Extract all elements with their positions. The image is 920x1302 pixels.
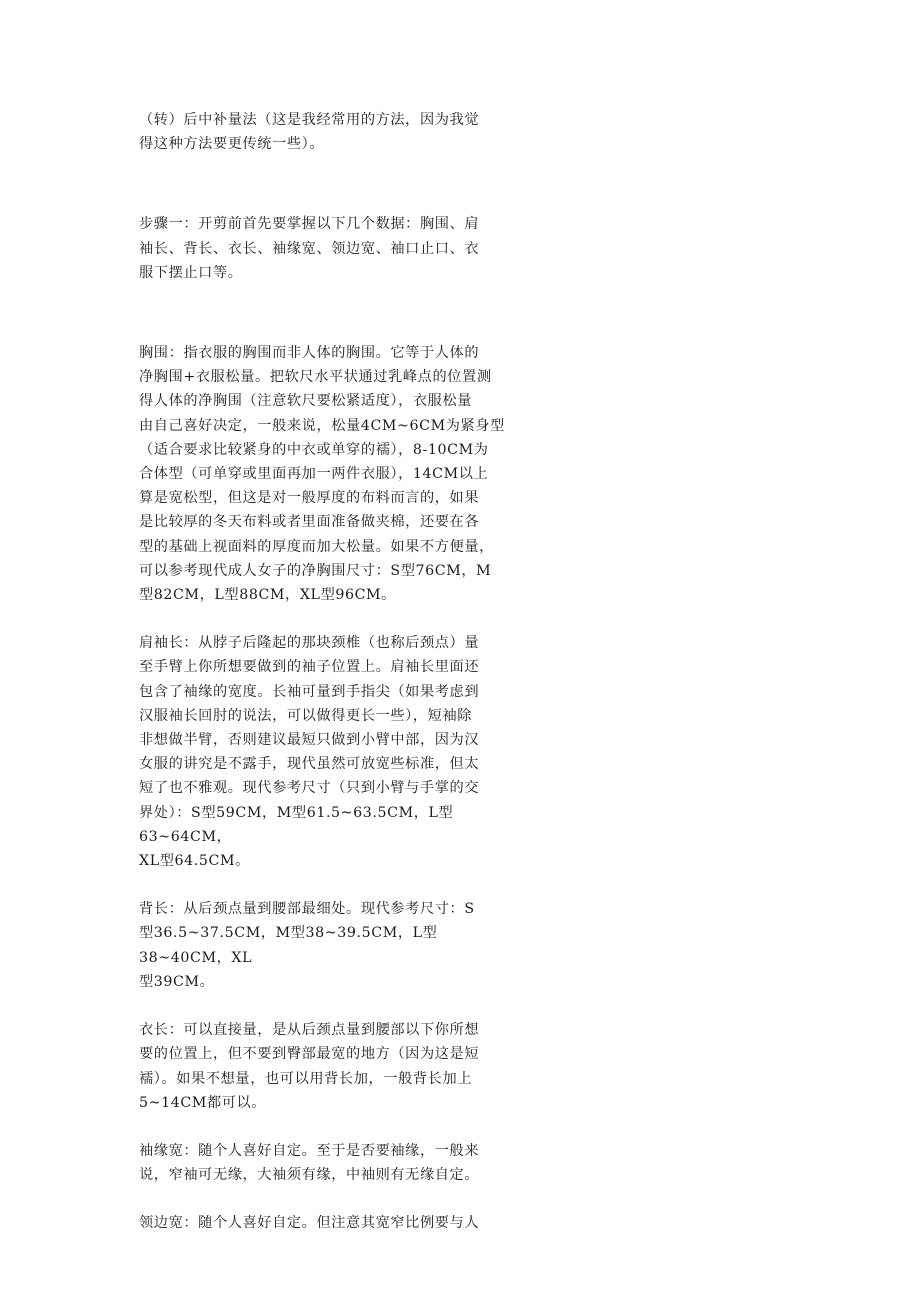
paragraph-intro: （转）后中补量法（这是我经常用的方法，因为我觉 得这种方法要更传统一些）。 bbox=[139, 112, 480, 153]
paragraph-gap bbox=[139, 607, 521, 631]
paragraph-gap bbox=[139, 873, 521, 897]
paragraph-step-one: 步骤一：开剪前首先要掌握以下几个数据：胸围、肩 袖长、背长、衣长、袖缘宽、领边宽、袖口止口、衣 服下摆止口等。 bbox=[139, 216, 480, 281]
paragraph-gap bbox=[139, 994, 521, 1018]
paragraph-sleeve-length: 肩袖长：从脖子后隆起的那块颈椎（也称后颈点）量 至手臂上你所想要做到的袖子位置上。肩袖长里面还 包含了袖缘的宽度。长袖可量到手指尖（如果考虑到 汉服袖长回肘的说法，可以做得更长一些），短袖除 非想做半臂，否则建议最短只做到小臂中部，因为汉 女服的讲究是不露手，现代虽然可放宽些标准，但太 短了也不雅观。现代参考尺寸（只到小臂与手掌的交 界处）：S型59CM，M型61.5~63.5CM，L型63~64CM， XL型64.5CM。 bbox=[139, 635, 480, 870]
paragraph-collar-width: 领边宽：随个人喜好自定。但注意其宽窄比例要与人 bbox=[139, 1215, 480, 1232]
paragraph-back-length: 背长：从后颈点量到腰部最细处。现代参考尺寸：S 型36.5~37.5CM，M型38~39.5CM，L型38~40CM，XL 型39CM。 bbox=[139, 901, 475, 990]
paragraph-gap bbox=[139, 1187, 521, 1211]
text-column bbox=[139, 108, 521, 1236]
paragraph-gap bbox=[139, 285, 521, 341]
paragraph-gap bbox=[139, 156, 521, 212]
paragraph-gap bbox=[139, 1115, 521, 1139]
paragraph-garment-length: 衣长：可以直接量，是从后颈点量到腰部以下你所想 要的位置上，但不要到臀部最宽的地方（因为这是短 襦）。如果不想量，也可以用背长加，一般背长加上 5~14CM都可以。 bbox=[139, 1022, 480, 1111]
paragraph-cuff-width: 袖缘宽：随个人喜好自定。至于是否要袖缘，一般来 说，窄袖可无缘，大袖须有缘，中袖则有无缘自定。 bbox=[139, 1142, 480, 1184]
paragraph-chest: 胸围：指衣服的胸围而非人体的胸围。它等于人体的 净胸围+衣服松量。把软尺水平状通过乳峰点的位置测 得人体的净胸围（注意软尺要松紧适度），衣服松量 由自己喜好决定，一般来说，松量4CM~6CM为紧身型 （适合要求比较紧身的中衣或单穿的襦），8-10CM为 合体型（可单穿或里面再加一两件衣服），14CM以上 算是宽松型，但这是对一般厚度的布料而言的，如果 是比较厚的冬天布料或者里面准备做夹棉，还要在各 型的基础上视面料的厚度而加大松量。如果不方便量， 可以参考现代成人女子的净胸围尺寸：S型76CM，M 型82CM，L型88CM，XL型96CM。 bbox=[139, 345, 505, 604]
